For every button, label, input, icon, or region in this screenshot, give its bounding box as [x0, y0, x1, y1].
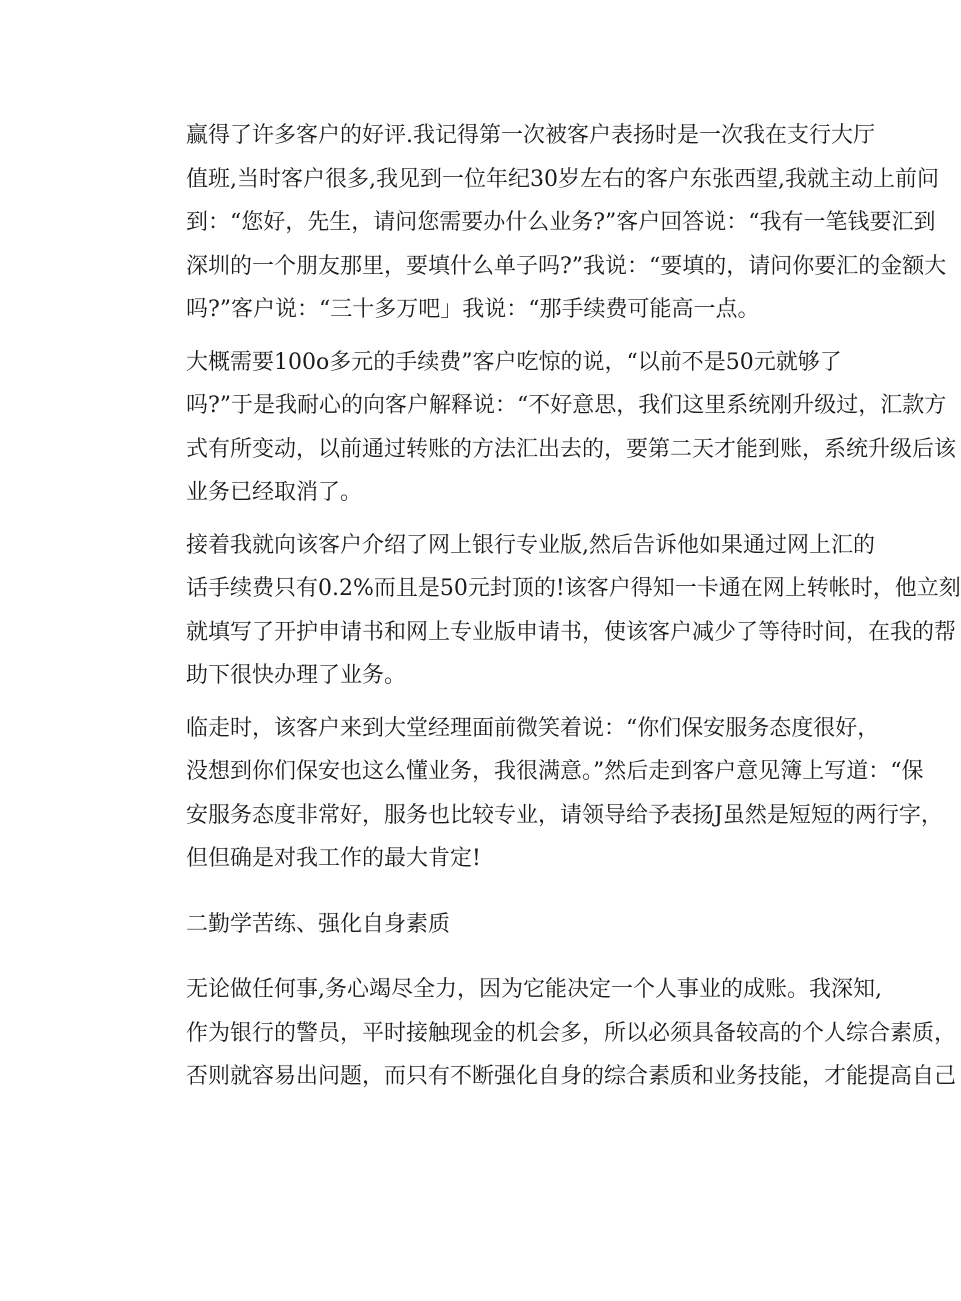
section-heading [142, 903, 794, 947]
text-line: 没想到你们保安也这么懂业务，我很满意。”然后走到客户意见簿上写道：“保 [186, 759, 924, 784]
text-line: 安服务态度非常好，服务也比较专业，请领导给予表扬J虽然是短短的两行字， [186, 802, 943, 828]
text-line: 吗?”客户说：“三十多万吧」我说：“那手续费可能高一点。 [186, 297, 760, 322]
text-line: 无论做任何事,务心竭尽全力，因为它能决定一个人事业的成账。我深知, [186, 977, 882, 1002]
text-line: 业务已经取消了。 [186, 480, 363, 505]
heading-text: 二勤学苦练、强化自身素质 [186, 911, 451, 937]
text-line: 临走时，该客户来到大堂经理面前微笑着说：“你们保安服务态度很好， [186, 715, 880, 741]
text-line: 大概需要100o多元的手续费”客户吃惊的说，“以前不是50元就够了 [186, 349, 842, 375]
text-line: 话手续费只有0.2%而且是50元封顶的!该客户得知一卡通在网上转帐时，他立刻 [186, 576, 961, 601]
text-line: 深圳的一个朋友那里，要填什么单子吗?”我说：“要填的，请问你要汇的金额大 [186, 253, 947, 279]
text-line: 赢得了许多客户的好评.我记得第一次被客户表扬时是一次我在支行大厅 [186, 123, 875, 148]
paragraph-self-improvement [142, 968, 957, 1099]
text-line: 式有所变动，以前通过转账的方法汇出去的，要第二天才能到账，系统升级后该 [186, 436, 957, 462]
document-body [142, 114, 961, 1099]
text-line: 但但确是对我工作的最大肯定! [186, 846, 481, 871]
text-line: 作为银行的警员，平时接触现金的机会多，所以必须具备较高的个人综合素质， [186, 1020, 957, 1046]
text-line: 助下很快办理了业务。 [186, 663, 407, 688]
text-line: 接着我就向该客户介绍了网上银行专业版,然后告诉他如果通过网上汇的 [186, 532, 875, 558]
text-line: 就填写了开护申请书和网上专业版申请书，使该客户减少了等待时间，在我的帮 [186, 619, 957, 645]
text-line: 到：“您好，先生，请问您需要办什么业务?”客户回答说：“我有一笔钱要汇到 [186, 210, 936, 235]
text-line: 吗?”于是我耐心的向客户解释说：“不好意思，我们这里系统刚升级过，汇款方 [186, 393, 947, 418]
paragraph-customer-comment [142, 707, 943, 881]
paragraph-praise [142, 114, 947, 332]
paragraph-online-banking [142, 524, 961, 698]
paragraph-fee-explanation [142, 341, 957, 515]
text-line: 值班,当时客户很多,我见到一位年纪30岁左右的客户东张西望,我就主动上前问 [186, 166, 939, 192]
text-line: 否则就容易出问题，而只有不断强化自身的综合素质和业务技能，才能提高自己 [186, 1064, 957, 1089]
